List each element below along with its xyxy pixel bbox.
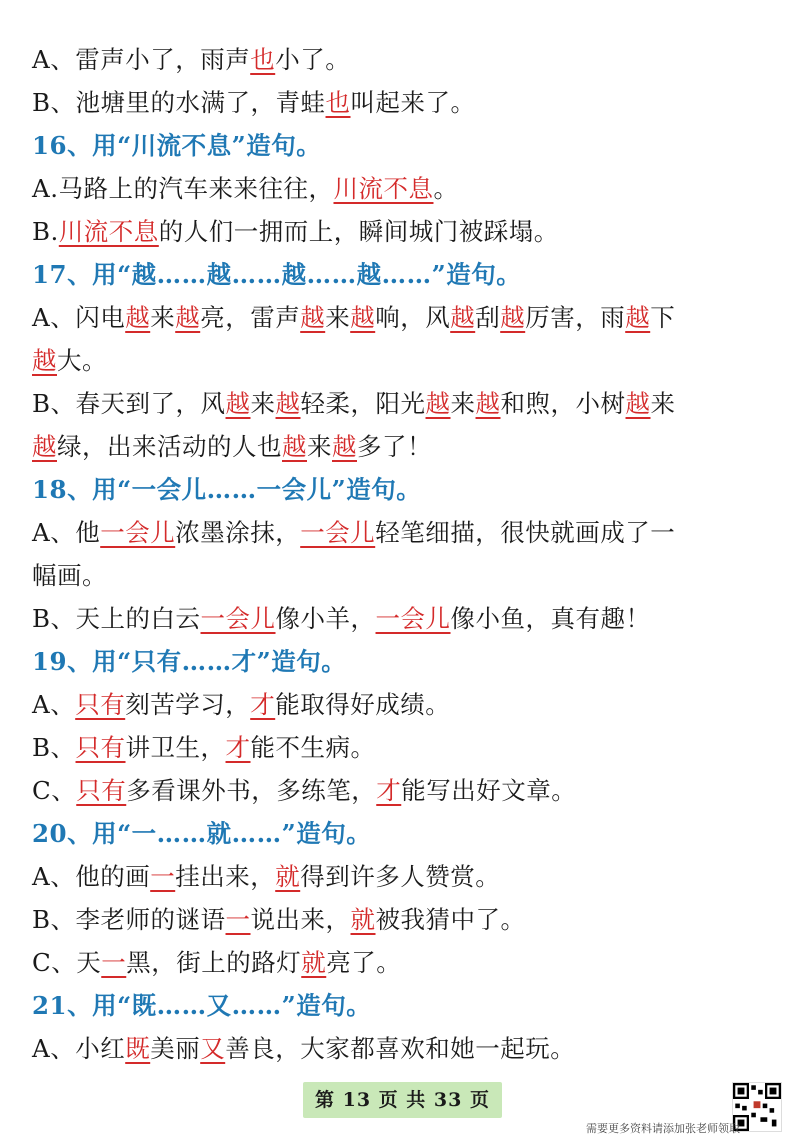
text-segment: C、 [32,776,77,805]
highlighted-word: 既 [125,1034,151,1063]
highlighted-word: 越 [350,303,376,332]
text-segment: 刮 [475,303,501,332]
text-segment: 来 [250,389,276,418]
highlighted-word: 川流不息 [58,217,159,246]
text-segment: A、 [32,690,76,719]
text-segment: A、雷声小了，雨声 [32,45,251,74]
text-line [32,296,772,339]
text-segment: 绿，出来活动的人也 [57,432,282,461]
text-segment: 来 [150,303,176,332]
text-segment: 17、用“越……越……越……越……”造句。 [32,260,522,289]
text-line [32,898,772,941]
highlighted-word: 就 [301,948,327,977]
highlighted-word: 越 [32,432,57,461]
highlighted-word: 才 [250,690,276,719]
highlighted-word: 越 [475,389,501,418]
text-segment: A.马路上的汽车来来往往， [32,174,334,203]
highlighted-word: 越 [225,389,251,418]
text-segment: 能不生病。 [250,733,376,762]
highlighted-word: 只有 [76,776,127,805]
text-segment: 19、用“只有……才”造句。 [32,647,347,676]
highlighted-word: 一 [225,905,251,934]
text-line [32,511,772,554]
text-segment: 黑，街上的路灯 [126,948,302,977]
text-segment: 大。 [57,346,107,375]
text-segment: 像小鱼，真有趣！ [450,604,651,633]
text-segment: 浓墨涂抹， [175,518,301,547]
text-segment: 16、用“川流不息”造句。 [32,131,322,160]
highlighted-word: 也 [325,88,351,117]
text-line [32,941,772,984]
text-segment: A、闪电 [32,303,126,332]
document-body [32,38,772,1070]
text-segment: 轻笔细描，很快就画成了一 [375,518,676,547]
highlighted-word: 就 [275,862,301,891]
section-heading [32,984,772,1027]
highlighted-word: 一会儿 [200,604,276,633]
page-footer [0,1082,800,1135]
text-line [32,726,772,769]
text-line [32,382,772,425]
highlighted-word: 只有 [75,733,126,762]
highlighted-word: 越 [300,303,326,332]
text-segment: 像小羊， [275,604,376,633]
highlighted-word: 越 [625,303,651,332]
highlighted-word: 越 [175,303,201,332]
text-segment: 来 [325,303,351,332]
text-segment: 美丽 [150,1034,201,1063]
text-line [32,81,772,124]
text-segment: 厉害，雨 [525,303,626,332]
text-line [32,339,772,382]
text-segment: 亮，雷声 [200,303,301,332]
text-segment: 被我猜中了。 [375,905,526,934]
text-line [32,210,772,253]
text-segment: 挂出来， [175,862,276,891]
highlighted-word: 越 [450,303,476,332]
page-number-badge: 第 13 页 共 33 页 [303,1082,502,1118]
text-segment: 能取得好成绩。 [275,690,451,719]
highlighted-word: 越 [125,303,151,332]
text-segment: 来 [307,432,332,461]
text-line [32,855,772,898]
text-segment: B、 [32,733,76,762]
highlighted-word: 越 [625,389,651,418]
text-segment: B、池塘里的水满了，青蛙 [32,88,326,117]
text-segment: A、他 [32,518,101,547]
text-line [32,425,772,468]
text-segment: 能写出好文章。 [401,776,577,805]
section-heading [32,640,772,683]
highlighted-word: 一会儿 [100,518,176,547]
text-segment: B. [32,217,59,246]
highlighted-word: 越 [500,303,526,332]
text-segment: 来 [650,389,676,418]
text-line [32,1027,772,1070]
text-segment: A、小红 [32,1034,126,1063]
text-segment: 和煦，小树 [500,389,626,418]
text-segment: B、天上的白云 [32,604,201,633]
text-segment: B、李老师的谜语 [32,905,226,934]
text-line [32,38,772,81]
text-line [32,554,772,597]
highlighted-word: 一 [150,862,176,891]
highlighted-word: 一会儿 [375,604,451,633]
highlighted-word: 又 [200,1034,226,1063]
text-segment: 幅画。 [32,561,107,590]
text-segment: 来 [450,389,476,418]
text-segment: 下 [650,303,676,332]
text-line [32,683,772,726]
section-heading [32,468,772,511]
highlighted-word: 越 [332,432,357,461]
qr-caption: 需要更多资料请添加张老师领取 [586,1122,740,1135]
text-segment: 多了！ [357,432,432,461]
highlighted-word: 越 [282,432,307,461]
text-segment: 轻柔，阳光 [300,389,426,418]
highlighted-word: 川流不息 [333,174,434,203]
text-line [32,597,772,640]
text-line [32,769,772,812]
text-segment: 的人们一拥而上，瞬间城门被踩塌。 [158,217,559,246]
highlighted-word: 才 [376,776,402,805]
text-segment: 说出来， [250,905,351,934]
text-segment: 得到许多人赞赏。 [300,862,501,891]
highlighted-word: 越 [32,346,57,375]
text-segment: 响，风 [375,303,451,332]
text-segment: 叫起来了。 [350,88,476,117]
text-segment: A、他的画 [32,862,151,891]
text-segment: 18、用“一会儿……一会儿”造句。 [32,475,422,504]
highlighted-word: 一 [101,948,127,977]
highlighted-word: 只有 [75,690,126,719]
text-segment: C、天 [32,948,102,977]
highlighted-word: 也 [250,45,276,74]
text-segment: 刻苦学习， [125,690,251,719]
highlighted-word: 一会儿 [300,518,376,547]
section-heading [32,253,772,296]
text-segment: 亮了。 [326,948,402,977]
highlighted-word: 越 [425,389,451,418]
section-heading [32,124,772,167]
text-line [32,167,772,210]
section-heading [32,812,772,855]
highlighted-word: 越 [275,389,301,418]
text-segment: 。 [433,174,459,203]
text-segment: 21、用“既……又……”造句。 [32,991,372,1020]
text-segment: 善良，大家都喜欢和她一起玩。 [225,1034,576,1063]
text-segment: 多看课外书，多练笔， [126,776,377,805]
highlighted-word: 就 [350,905,376,934]
text-segment: 20、用“一……就……”造句。 [32,819,372,848]
highlighted-word: 才 [225,733,251,762]
text-segment: 讲卫生， [125,733,226,762]
text-segment: B、春天到了，风 [32,389,226,418]
text-segment: 小了。 [275,45,351,74]
